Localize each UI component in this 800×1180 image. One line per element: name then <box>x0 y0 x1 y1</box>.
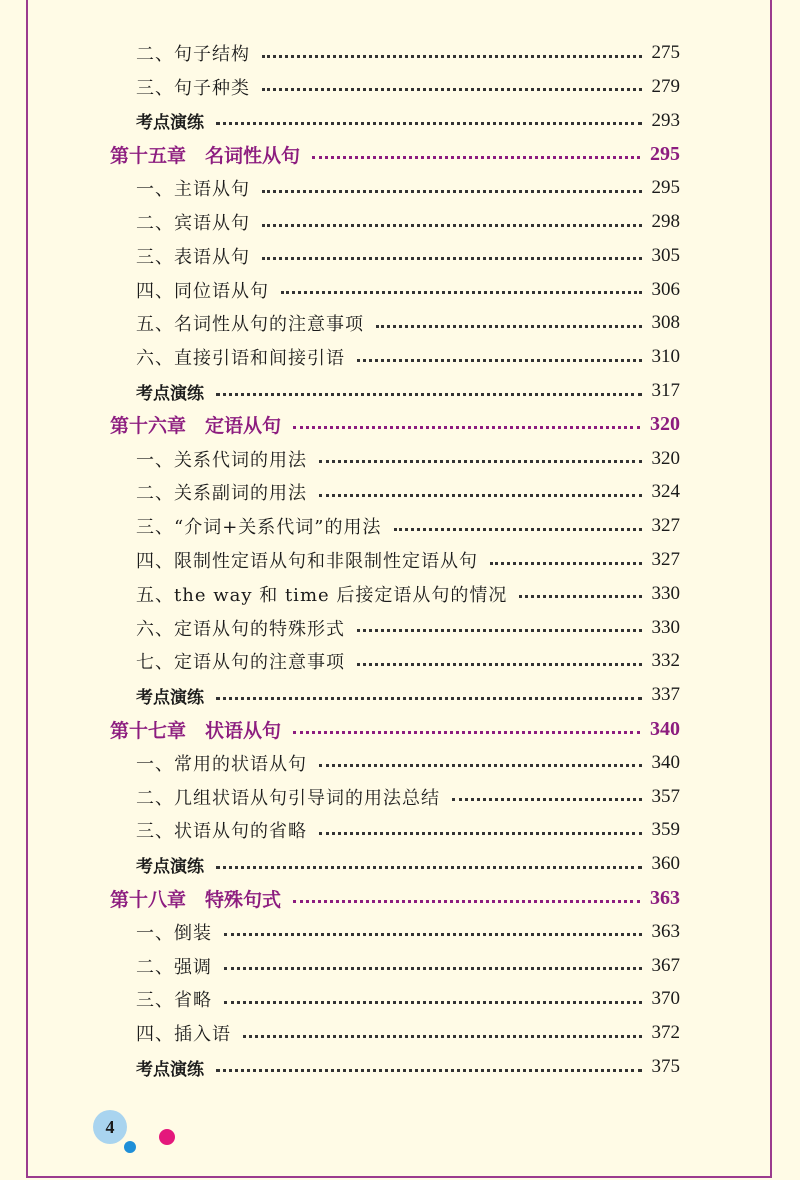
dot-leader <box>394 528 642 531</box>
dot-leader <box>216 1069 642 1072</box>
dot-leader <box>262 257 642 260</box>
toc-entry-label: 二、几组状语从句引导词的用法总结 <box>136 787 440 809</box>
dot-leader <box>216 866 642 869</box>
toc-entry-page: 305 <box>651 244 680 266</box>
toc-section-row[interactable] <box>136 173 680 203</box>
toc-entry-label: 考点演练 <box>136 113 204 134</box>
toc-practice-row[interactable] <box>136 106 680 136</box>
toc-entry-label: 三、“介词+关系代词”的用法 <box>136 517 382 539</box>
toc-entry-page: 298 <box>651 211 680 232</box>
dot-leader <box>281 291 642 294</box>
toc-section-row[interactable] <box>136 782 680 812</box>
dot-leader <box>262 190 642 193</box>
toc-entry-page: 330 <box>651 616 680 638</box>
toc-entry-label: 一、常用的状语从句 <box>136 753 307 775</box>
decorative-blue-dot <box>124 1141 136 1153</box>
toc-entry-label: 四、同位语从句 <box>136 280 269 302</box>
toc-entry-label: 五、名词性从句的注意事项 <box>136 314 364 336</box>
dot-leader <box>319 460 642 463</box>
toc-section-row[interactable] <box>136 1018 680 1048</box>
toc-entry-label: 三、句子种类 <box>136 77 250 99</box>
toc-section-row[interactable] <box>136 545 680 575</box>
toc-chapter-row[interactable] <box>110 883 680 913</box>
toc-section-row[interactable] <box>136 815 680 845</box>
toc-entry-label: 第十七章 状语从句 <box>110 719 282 742</box>
page-number-badge <box>93 1110 127 1144</box>
dot-leader <box>216 697 642 700</box>
toc-section-row[interactable] <box>136 748 680 778</box>
toc-entry-page: 308 <box>651 312 680 334</box>
dot-leader <box>224 1001 642 1004</box>
toc-entry-page: 275 <box>651 42 680 63</box>
toc-entry-page: 320 <box>650 413 680 436</box>
toc-chapter-row[interactable] <box>110 714 680 744</box>
toc-entry-page: 332 <box>651 650 680 672</box>
toc-practice-row[interactable] <box>136 376 680 406</box>
toc-entry-label: 二、关系副词的用法 <box>136 483 307 505</box>
toc-entry-page: 337 <box>651 684 680 706</box>
toc-entry-page: 295 <box>650 142 680 165</box>
dot-leader <box>262 55 642 58</box>
toc-section-row[interactable] <box>136 275 680 305</box>
dot-leader <box>224 967 642 970</box>
toc-section-row[interactable] <box>136 477 680 507</box>
toc-entry-page: 340 <box>650 717 680 740</box>
dot-leader <box>243 1035 642 1038</box>
toc-section-row[interactable] <box>136 511 680 541</box>
dot-leader <box>293 731 640 734</box>
toc-entry-page: 327 <box>651 515 680 537</box>
toc-entry-page: 327 <box>651 549 680 570</box>
toc-section-row[interactable] <box>136 917 680 947</box>
toc-entry-label: 四、插入语 <box>136 1024 231 1046</box>
toc-entry-label: 一、主语从句 <box>136 179 250 201</box>
toc-entry-page: 367 <box>651 954 680 976</box>
dot-leader <box>357 629 642 632</box>
toc-entry-page: 320 <box>651 447 680 469</box>
toc-practice-row[interactable] <box>136 1052 680 1082</box>
toc-practice-row[interactable] <box>136 680 680 710</box>
dot-leader <box>262 224 642 227</box>
toc-section-row[interactable] <box>136 241 680 271</box>
dot-leader <box>376 325 642 328</box>
toc-section-row[interactable] <box>136 579 680 609</box>
dot-leader <box>357 663 642 666</box>
toc-section-row[interactable] <box>136 72 680 102</box>
dot-leader <box>312 156 640 159</box>
toc-entry-label: 考点演练 <box>136 856 204 877</box>
toc-entry-label: 三、省略 <box>136 990 212 1012</box>
toc-entry-page: 340 <box>651 751 680 773</box>
decorative-pink-dot <box>159 1129 175 1145</box>
toc-entry-label: 三、表语从句 <box>136 246 250 268</box>
toc-entry-page: 279 <box>651 75 680 97</box>
dot-leader <box>490 562 642 565</box>
toc-entry-page: 359 <box>651 819 680 841</box>
toc-entry-label: 七、定语从句的注意事项 <box>136 652 345 674</box>
toc-section-row[interactable] <box>136 342 680 372</box>
toc-entry-page: 357 <box>651 785 680 807</box>
toc-chapter-row[interactable] <box>110 139 680 169</box>
toc-entry-page: 363 <box>651 920 680 942</box>
dot-leader <box>216 122 642 125</box>
toc-entry-label: 考点演练 <box>136 687 204 708</box>
page-number: 4 <box>105 1116 115 1137</box>
toc-section-row[interactable] <box>136 646 680 676</box>
dot-leader <box>293 426 640 429</box>
toc-entry-page: 363 <box>650 886 680 909</box>
toc-entry-label: 二、强调 <box>136 956 212 978</box>
toc-section-row[interactable] <box>136 444 680 474</box>
dot-leader <box>357 359 642 362</box>
toc-entry-label: 考点演练 <box>136 1059 204 1080</box>
toc-entry-label: 六、直接引语和间接引语 <box>136 348 345 370</box>
toc-entry-label: 考点演练 <box>136 383 204 404</box>
toc-entry-page: 293 <box>651 109 680 131</box>
toc-entry-page: 317 <box>651 380 680 401</box>
toc-entry-page: 330 <box>651 582 680 604</box>
toc-entry-page: 324 <box>651 481 680 503</box>
toc-practice-row[interactable] <box>136 849 680 879</box>
dot-leader <box>216 393 642 396</box>
toc-section-row[interactable] <box>136 951 680 981</box>
toc-entry-page: 310 <box>651 346 680 368</box>
toc-chapter-row[interactable] <box>110 410 680 440</box>
dot-leader <box>262 88 642 91</box>
toc-entry-page: 370 <box>651 988 680 1010</box>
dot-leader <box>293 900 640 903</box>
toc-entry-label: 第十八章 特殊句式 <box>110 888 282 911</box>
dot-leader <box>519 595 641 598</box>
dot-leader <box>319 832 642 835</box>
toc-entry-label: 六、定语从句的特殊形式 <box>136 618 345 640</box>
toc-section-row[interactable] <box>136 613 680 643</box>
dot-leader <box>224 933 642 936</box>
dot-leader <box>319 494 642 497</box>
toc-section-row[interactable] <box>136 984 680 1014</box>
toc-entry-label: 五、the way 和 time 后接定语从句的情况 <box>136 584 508 606</box>
toc-section-row[interactable] <box>136 207 680 237</box>
toc-entry-page: 306 <box>651 278 680 300</box>
toc-section-row[interactable] <box>136 38 680 68</box>
toc-entry-label: 第十六章 定语从句 <box>110 415 282 438</box>
dot-leader <box>452 798 642 801</box>
toc-entry-label: 四、限制性定语从句和非限制性定语从句 <box>136 551 478 572</box>
toc-entry-label: 三、状语从句的省略 <box>136 821 307 843</box>
toc-entry-page: 375 <box>651 1056 680 1077</box>
toc-entry-label: 二、宾语从句 <box>136 213 250 234</box>
toc-entry-label: 二、句子结构 <box>136 44 250 65</box>
toc-entry-label: 一、倒装 <box>136 922 212 944</box>
toc-entry-label: 第十五章 名词性从句 <box>110 144 301 167</box>
toc-entry-label: 一、关系代词的用法 <box>136 449 307 471</box>
dot-leader <box>319 764 642 767</box>
toc-entry-page: 360 <box>651 853 680 875</box>
toc-section-row[interactable] <box>136 308 680 338</box>
toc-entry-page: 295 <box>651 177 680 199</box>
toc-entry-page: 372 <box>651 1022 680 1044</box>
